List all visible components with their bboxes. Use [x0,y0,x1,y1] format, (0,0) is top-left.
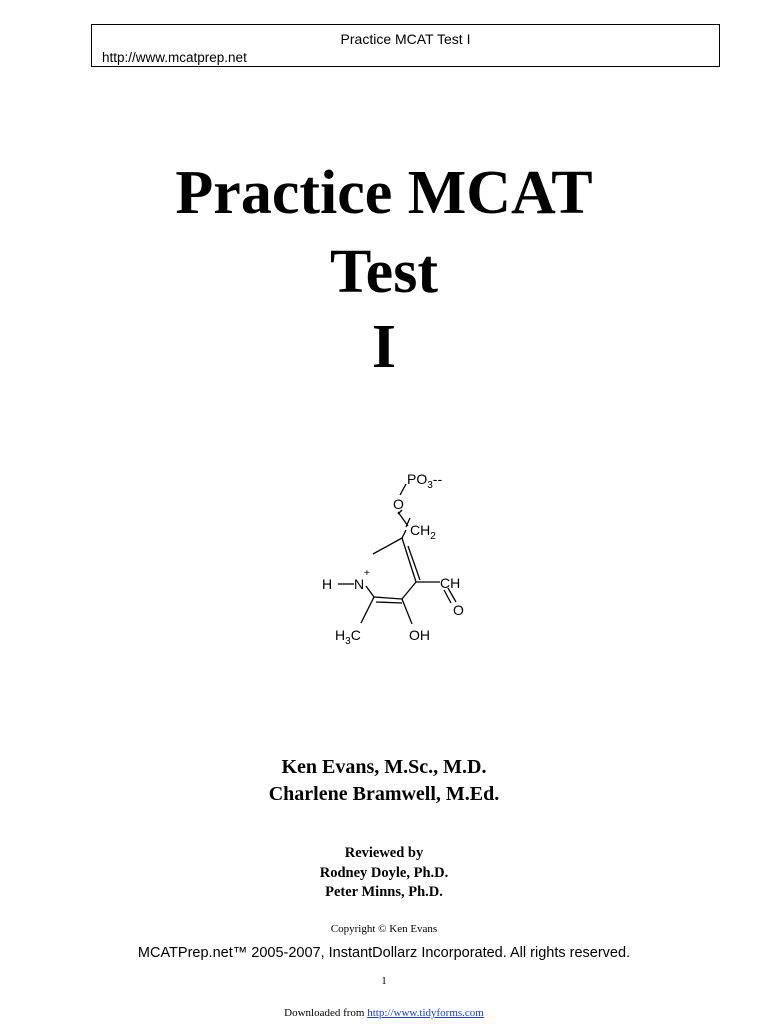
header-box [91,24,720,67]
page-number: 1 [381,975,387,987]
n-charge-label: + [364,568,370,579]
downloaded-prefix: Downloaded from [284,1007,368,1019]
h-label: H [322,576,333,592]
po3-label: $PO_3--$ [407,471,443,491]
author-1: Ken Evans, M.Sc., M.D. [281,756,487,778]
reviewed-by-heading: Reviewed by [344,845,424,861]
cho-o-label: O [453,602,464,618]
n-label: N [354,576,365,592]
copyright-line: Copyright © Ken Evans [330,923,438,935]
reviewer-2: Peter Minns, Ph.D. [325,884,443,900]
header-url: http://www.mcatprep.net [102,50,247,65]
author-2: Charlene Bramwell, M.Ed. [268,783,500,805]
downloaded-from [0,1007,768,1019]
h3c-label: $H_3C$ [335,627,361,647]
o-label: O [393,496,404,512]
tidyforms-link[interactable]: http://www.tidyforms.com [367,1007,484,1019]
rights-line: MCATPrep.net™ 2005-2007, InstantDollarz Incorporated. All rights reserved. [137,945,631,961]
header-title: Practice MCAT Test I [340,31,471,47]
title-line-2: Test [330,238,438,306]
pyridoxal-phosphate-structure [310,462,480,652]
reviewer-1: Rodney Doyle, Ph.D. [319,865,449,881]
title-line-1: Practice MCAT [175,159,593,227]
ch2-label: $CH_2$ [410,522,436,542]
title-line-3: I [371,313,397,381]
oh-label: OH [409,627,430,643]
cho-label: CH [440,575,461,591]
